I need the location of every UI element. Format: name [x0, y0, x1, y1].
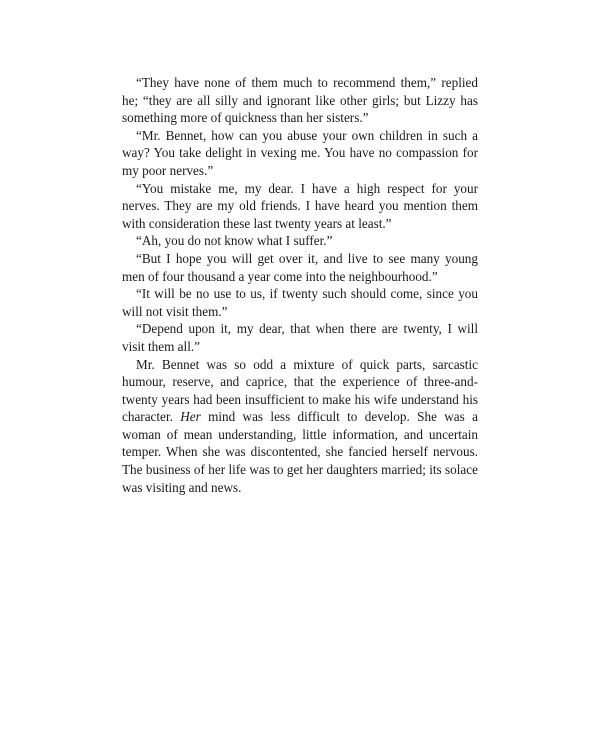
- paragraph-text: mind was less difficult to develop. She was a woman of mean understanding, little information, and uncertain temper. When she was discontented, she fancied herself nervous. The business of her life was to get her daughters married; its solace was visiting and news.: [122, 409, 478, 495]
- paragraph: “Depend upon it, my dear, that when there are twenty, I will visit them all.”: [122, 321, 478, 354]
- paragraph: “But I hope you will get over it, and live to see many young men of four thousand a year come into the neighbourhood.”: [122, 250, 478, 284]
- paragraph-text: Mr. Bennet was so odd a mixture of quick parts, sarcastic humour, reserve, and caprice, that the experience of three-and-twenty years had been insufficient to make his wife understand his character.: [122, 356, 478, 425]
- body-text: [122, 74, 478, 496]
- paragraph: [122, 356, 478, 497]
- paragraph: “Ah, you do not know what I suffer.”: [136, 233, 333, 249]
- paragraph: “They have none of them much to recommend them,” replied he; “they are all silly and ignorant like other girls; but Lizzy has something more of quickness than her sisters.”: [122, 75, 478, 126]
- paragraph: “You mistake me, my dear. I have a high respect for your nerves. They are my old friends. I have heard you mention them with consideration these last twenty years at least.”: [122, 180, 478, 231]
- emphasized-word: Her: [180, 409, 201, 425]
- paragraph: “Mr. Bennet, how can you abuse your own children in such a way? You take delight in vexing me. You have no compassion for my poor nerves.”: [122, 127, 478, 178]
- paragraph: “It will be no use to us, if twenty such should come, since you will not visit them.”: [122, 286, 478, 319]
